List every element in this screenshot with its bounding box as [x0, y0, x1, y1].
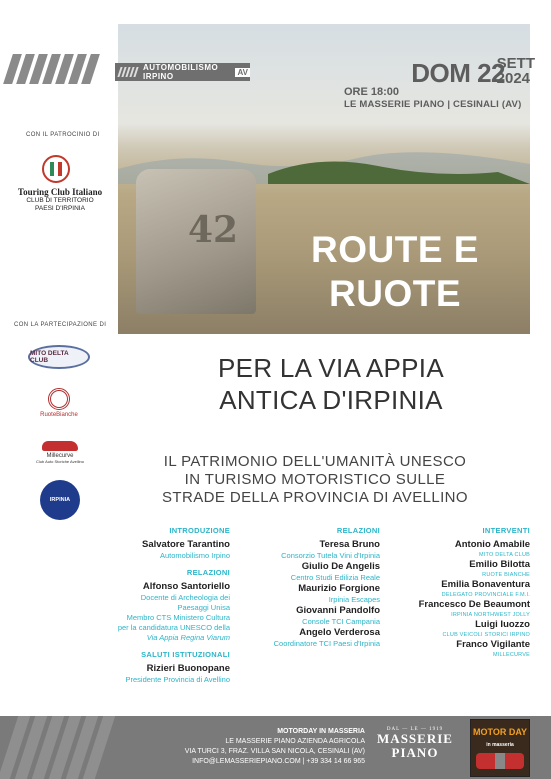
speaker-role: Coordinatore TCI Paesi d'Irpinia	[273, 639, 380, 648]
banner-text: AUTOMOBILISMO IRPINO	[143, 63, 219, 81]
subtitle-line1: IL PATRIMONIO DELL'UMANITÀ UNESCO	[163, 453, 467, 470]
cars-icon	[476, 753, 524, 769]
intro-heading: INTRODUZIONE	[169, 526, 230, 535]
speaker-name: Franco Vigilante	[456, 639, 530, 650]
speaker-role: MILLECURVE	[492, 652, 530, 658]
masserie-piano-logo	[370, 720, 460, 766]
footer-address: VIA TURCI 3, FRAZ. VILLA SAN NICOLA, CESINALI (AV)	[184, 748, 365, 755]
hero-title-line2: RUOTE	[329, 273, 461, 314]
masserie-name1: MASSERIE	[377, 730, 453, 746]
speaker-name: Alfonso Santoriello	[142, 581, 230, 592]
automobilismo-banner	[115, 63, 250, 81]
speaker-name: Emilia Bonaventura	[441, 579, 530, 590]
footer-company: LE MASSERIE PIANO AZIENDA AGRICOLA	[225, 738, 365, 745]
speaker-role: MITO DELTA CLUB	[479, 552, 530, 558]
millecurve-text: Millecurve	[46, 452, 74, 459]
speaker-name: Maurizio Forgione	[298, 583, 380, 594]
interventi-heading: INTERVENTI	[482, 526, 530, 535]
main-title-line2: ANTICA D'IRPINIA	[219, 385, 443, 415]
tci-logo-icon	[42, 155, 70, 183]
main-title	[166, 352, 496, 416]
relazioni-heading: RELAZIONI	[336, 526, 380, 535]
event-venue: LE MASSERIE PIANO | CESINALI (AV)	[344, 99, 522, 110]
millecurve-sub: Club Auto Storiche Avellino	[36, 458, 84, 464]
speaker-name: Angelo Verderosa	[299, 627, 380, 638]
speaker-name: Teresa Bruno	[319, 539, 380, 550]
hero-title	[280, 228, 510, 316]
speaker-name: Luigi Iuozzo	[475, 619, 530, 630]
speaker-name: Francesco De Beaumont	[418, 599, 530, 610]
event-year: 2024	[496, 70, 531, 87]
speaker-role: Docente di Archeologia dei	[140, 593, 230, 602]
event-time: ORE 18:00	[344, 86, 400, 98]
program-column-3	[398, 526, 530, 659]
ruote-bianche-logo	[36, 385, 82, 421]
speaker-name: Rizieri Buonopane	[146, 663, 230, 674]
hero-title-line1: ROUTE E	[311, 229, 479, 270]
speaker-role: Irpinia Escapes	[328, 595, 380, 604]
subtitle-line3: STRADE DELLA PROVINCIA DI AVELLINO	[162, 489, 468, 506]
speaker-role: CLUB VEICOLI STORICI IRPINO	[442, 632, 530, 638]
milestone-numerals: 42	[188, 209, 239, 251]
footer-email-phone[interactable]: INFO@LEMASSERIEPIANO.COM | +39 334 14 66 965	[192, 758, 365, 765]
tci-club-line2: PAESI D'IRPINIA	[35, 205, 85, 212]
tci-name: Touring Club Italiano	[17, 187, 103, 197]
ruote-bianche-text: RuoteBianche	[40, 412, 78, 418]
millecurve-logo	[34, 440, 86, 464]
program-column-2	[250, 526, 380, 649]
speaker-role: Console TCI Campania	[302, 617, 380, 626]
banner-stripes-icon	[119, 67, 137, 77]
saluti-heading: SALUTI ISTITUZIONALI	[141, 650, 230, 659]
speaker-role: Automobilismo Irpino	[159, 551, 230, 560]
speaker-role: IRPINIA NORTHWEST JOLLY	[451, 612, 530, 618]
mito-delta-club-logo: MITO DELTA CLUB	[28, 345, 90, 369]
subtitle	[132, 453, 498, 507]
patrocinio-label: CON IL PATROCINIO DI	[26, 132, 100, 138]
program-column-1	[98, 526, 230, 685]
subtitle-line2: IN TURISMO MOTORISTICO SULLE	[184, 471, 446, 488]
footer-stripes	[4, 716, 124, 779]
event-day: DOM 22	[411, 58, 505, 88]
speaker-role: Consorzio Tutela Vini d'Irpinia	[281, 551, 380, 560]
banner-badge: AV	[237, 67, 248, 77]
wheel-icon	[48, 388, 70, 410]
footer-event-name: MOTORDAY IN MASSERIA	[277, 728, 365, 735]
tci-club-line1: CLUB DI TERRITORIO	[26, 197, 94, 204]
footer-contact	[160, 727, 365, 767]
car-icon	[42, 441, 78, 451]
speaker-name: Antonio Amabile	[454, 539, 530, 550]
speaker-role: per la candidatura UNESCO della	[117, 623, 230, 632]
motorday-title: MOTOR DAY	[472, 727, 527, 737]
motor-day-poster	[470, 719, 530, 777]
tci-club	[10, 197, 110, 213]
masserie-name2: PIANO	[391, 744, 439, 760]
speaker-name: Salvatore Tarantino	[142, 539, 230, 550]
partecipazione-label: CON LA PARTECIPAZIONE DI	[14, 322, 107, 328]
speaker-name: Emilio Bilotta	[469, 559, 530, 570]
speaker-name: Giulio De Angelis	[301, 561, 380, 572]
speaker-role: Paesaggi Unisa	[177, 603, 230, 612]
event-month-year	[497, 56, 535, 86]
masserie-est: DAL — LE — 1919	[386, 726, 444, 732]
motorday-sub: in masseria	[486, 742, 514, 748]
speaker-role: Membro CTS Ministero Cultura	[126, 613, 230, 622]
speaker-role: Presidente Provincia di Avellino	[125, 675, 230, 684]
speaker-role: Centro Studi Edilizia Reale	[290, 573, 380, 582]
irpinia-logo: IRPINIA	[40, 480, 80, 520]
header-stripes	[8, 54, 108, 84]
speaker-role: Via Appia Regina Viarum	[146, 633, 230, 642]
event-month: SETT	[496, 55, 535, 72]
main-title-line1: PER LA VIA APPIA	[218, 353, 444, 383]
speaker-role: RUOTE BIANCHE	[482, 572, 530, 578]
speaker-role: DELEGATO PROVINCIALE F.M.I.	[441, 592, 530, 598]
speaker-name: Giovanni Pandolfo	[296, 605, 380, 616]
relazioni-heading: RELAZIONI	[186, 568, 230, 577]
